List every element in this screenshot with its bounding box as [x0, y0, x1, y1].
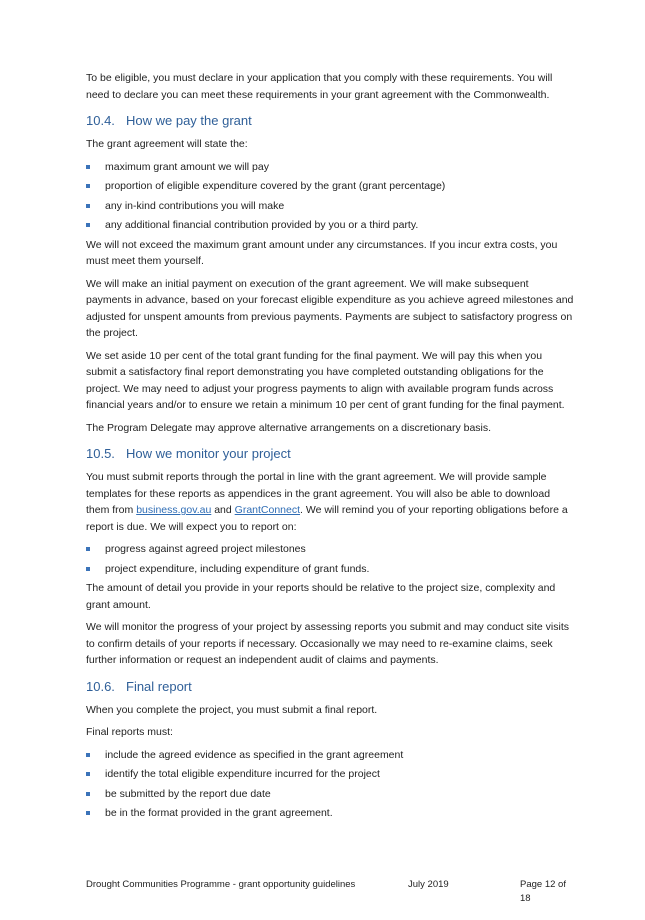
paragraph: Final reports must:: [86, 726, 173, 738]
list-item-text: be in the format provided in the grant agreement.: [105, 807, 333, 819]
paragraph: We will make an initial payment on execution of the grant agreement. We will make subsequent payments in advance, based on your forecast eligible expenditure as you achieve agreed milestones and adjusted for unspent amounts from previous payments. Payments are subject to satisfactory progress on the project.: [86, 277, 574, 339]
list-item-text: identify the total eligible expenditure incurred for the project: [105, 768, 380, 780]
paragraph: We will monitor the progress of your project by assessing reports you submit and may conduct site visits to confirm details of your reports if necessary. Occasionally we may need to re-examine claims, seek further information or request an independent audit of claims and payments.: [86, 621, 570, 666]
list-item: [86, 159, 574, 176]
bullet-icon: [86, 204, 90, 208]
list-item-text: any in-kind contributions you will make: [105, 199, 285, 212]
footer-date: July 2019: [408, 879, 449, 890]
list-item: [86, 805, 574, 822]
section-title: How we pay the grant: [126, 113, 252, 128]
grantconnect-link[interactable]: GrantConnect: [234, 504, 301, 516]
text-run: You must submit reports through the portal in line with the grant agreement. We will provide sample templates for these reports as appendices in the grant agreement. You will also be able to download them from: [86, 471, 551, 516]
list-item-text: proportion of eligible expenditure covered by the grant (grant percentage): [105, 180, 446, 192]
section-title: How we monitor your project: [126, 446, 291, 461]
bullet-icon: [86, 223, 90, 227]
paragraph: The grant agreement will state the:: [86, 138, 248, 150]
bullet-icon: [86, 772, 90, 776]
bullet-icon: [86, 165, 90, 169]
page-body: [86, 70, 574, 825]
paragraph: When you complete the project, you must submit a final report.: [86, 703, 378, 716]
intro-paragraph: To be eligible, you must declare in your application that you comply with these requirements. You will need to declare you can meet these requirements in your grant agreement with the Commonwealth.: [86, 72, 553, 101]
section-heading-10-4: [86, 111, 574, 131]
bullet-icon: [86, 811, 90, 815]
paragraph: We set aside 10 per cent of the total grant funding for the final payment. We will pay this when you submit a satisfactory final report demonstrating you have completed outstanding obligations for the project. We may need to adjust your progress payments to align with available program funds across financial years and/or to ensure we retain a minimum 10 per cent of grant funding for the final payment.: [86, 349, 565, 411]
section-number: 10.6.: [86, 678, 115, 694]
bullet-icon: [86, 567, 90, 571]
section-number: 10.5.: [86, 446, 115, 461]
list-item: [86, 178, 574, 195]
list-item: [86, 766, 574, 783]
list-item-text: any additional financial contribution provided by you or a third party.: [105, 219, 419, 231]
bullet-list: [86, 159, 574, 234]
list-item: [86, 747, 574, 764]
footer-document-title: Drought Communities Programme - grant opportunity guidelines: [86, 879, 356, 890]
bullet-icon: [86, 753, 90, 757]
paragraph: The amount of detail you provide in your reports should be relative to the project size, complexity and grant amount.: [86, 582, 556, 611]
bullet-icon: [86, 547, 90, 551]
list-item-text: be submitted by the report due date: [105, 787, 271, 800]
section-heading-10-6: [86, 677, 574, 697]
footer-page-number: Page 12 of 18: [520, 879, 566, 904]
list-item: [86, 217, 574, 234]
business-gov-au-link[interactable]: business.gov.au: [136, 504, 212, 516]
section-number: 10.4.: [86, 113, 115, 128]
text-run: and: [211, 504, 235, 516]
list-item-text: progress against agreed project milestones: [105, 543, 306, 555]
bullet-icon: [86, 792, 90, 796]
list-item-text: project expenditure, including expenditure of grant funds.: [105, 562, 370, 575]
section-heading-10-5: [86, 444, 574, 464]
text-run: . We will remind you of your reporting obligations before a report is due. We will expect you to report on:: [86, 504, 568, 533]
section-title: Final report: [126, 678, 192, 694]
bullet-list: [86, 747, 574, 822]
list-item: [86, 198, 574, 215]
bullet-list: [86, 541, 574, 577]
paragraph: We will not exceed the maximum grant amount under any circumstances. If you incur extra costs, you must meet them yourself.: [86, 238, 558, 267]
paragraph: [86, 469, 574, 535]
paragraph: The Program Delegate may approve alternative arrangements on a discretionary basis.: [86, 421, 492, 434]
bullet-icon: [86, 184, 90, 188]
list-item-text: include the agreed evidence as specified in the grant agreement: [105, 748, 404, 761]
list-item: [86, 786, 574, 803]
list-item: [86, 561, 574, 578]
list-item: [86, 541, 574, 558]
list-item-text: maximum grant amount we will pay: [105, 160, 269, 173]
